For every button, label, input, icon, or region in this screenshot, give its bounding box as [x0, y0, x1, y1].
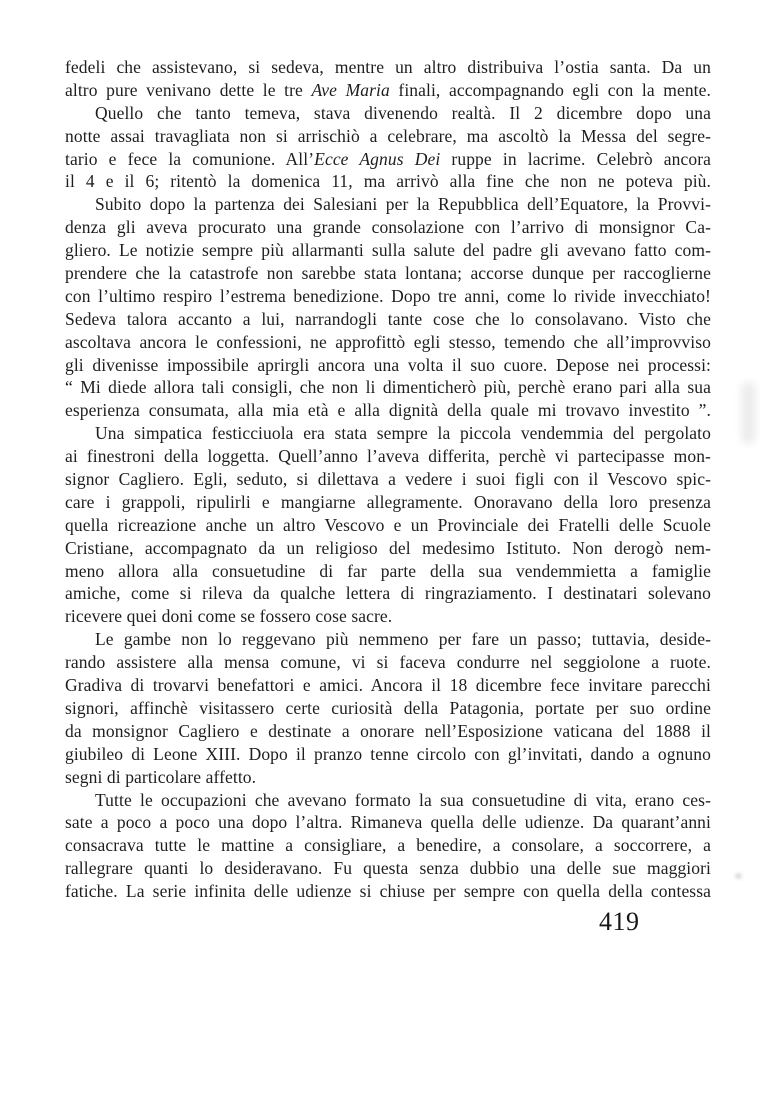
text-line: Cristiane, accompagnato da un religioso del medesimo Istituto. Non derogò nem- [65, 537, 711, 558]
text-line: sate a poco a poco una dopo l’altra. Rimaneva quella delle udienze. Da quarant’anni [65, 812, 711, 833]
text-line: esperienza consumata, alla mia età e alla dignità della quale mi trovavo investito ”. [65, 400, 711, 421]
paragraph [65, 628, 711, 788]
text-line: ai finestroni della loggetta. Quell’anno l’aveva differita, perchè vi partecipasse mon- [65, 446, 711, 467]
text-line: consacrava tutte le mattine a consigliare, a benedire, a consolare, a soccorrere, a [65, 835, 711, 856]
text-line: signori, affinchè visitassero certe curiosità della Patagonia, portate per suo ordine [65, 697, 711, 718]
text-line: rando assistere alla mensa comune, vi si faceva condurre nel seggiolone a ruote. [65, 652, 711, 673]
text-line: gli divenisse impossibile aprirgli ancora una volta il suo cuore. Depose nei processi: [65, 354, 711, 375]
text-line: “ Mi diede allora tali consigli, che non li dimenticherò più, perchè erano pari alla sua [65, 377, 711, 398]
text-line: Tutte le occupazioni che avevano formato la sua consuetudine di vita, erano ces- [95, 789, 711, 810]
italic-text: Ave Maria [311, 79, 390, 100]
text-line: ricevere quei doni come se fossero cose sacre. [65, 606, 393, 627]
text-line: altro pure venivano dette le tre Ave Maria finali, accompagnando egli con la mente. [65, 79, 711, 100]
text-line: con l’ultimo respiro l’estrema benedizione. Dopo tre anni, come lo rivide invecchiato! [65, 285, 711, 306]
text-line: fedeli che assistevano, si sedeva, mentre un altro distribuiva l’ostia santa. Da un [65, 57, 711, 77]
text-line: Subito dopo la partenza dei Salesiani per la Repubblica dell’Equatore, la Provvi- [95, 194, 711, 215]
text-line: Le gambe non lo reggevano più nemmeno per fare un passo; tuttavia, deside- [95, 629, 711, 650]
paragraph [65, 193, 711, 422]
text-line: Sedeva talora accanto a lui, narrandogli tante cose che lo consolavano. Visto che [65, 308, 711, 329]
text-line: amiche, come si rileva da qualche lettera di ringraziamento. I destinatari solevano [65, 583, 711, 604]
text-line: meno allora alla consuetudine di far parte della sua vendemmietta a famiglie [65, 560, 711, 581]
text-line: Quello che tanto temeva, stava divenendo realtà. Il 2 dicembre dopo una [95, 102, 711, 123]
text-line: rallegrare quanti lo desideravano. Fu questa senza dubbio una delle sue maggiori [65, 858, 711, 879]
paragraph [65, 56, 711, 102]
text-line: da monsignor Cagliero e destinate a onorare nell’Esposizione vaticana del 1888 il [65, 720, 711, 741]
text-line: notte assai travagliata non si arrischiò a celebrare, ma ascoltò la Messa del segre- [65, 125, 711, 146]
page-number: 419 [599, 907, 640, 936]
text-line: Gradiva di trovarvi benefattori e amici. Ancora il 18 dicembre fece invitare parecchi [65, 675, 711, 696]
text-line: ascoltava ancora le confessioni, ne approfittò egli stesso, temendo che all’improvviso [65, 331, 711, 352]
text-line: tario e fece la comunione. All’Ecce Agnus Dei ruppe in lacrime. Celebrò ancora [65, 148, 712, 169]
text-line: prendere che la catastrofe non sarebbe stata lontana; accorse dunque per raccoglierne [65, 263, 711, 284]
text-line: il 4 e il 6; ritentò la domenica 11, ma arrivò alla fine che non ne poteva più. [65, 171, 711, 192]
text-line: denza gli aveva procurato una grande consolazione con l’arrivo di monsignor Ca- [65, 217, 711, 238]
text-line: segni di particolare affetto. [65, 766, 257, 787]
text-line: giubileo di Leone XIII. Dopo il pranzo tenne circolo con gl’invitati, dando a ognuno [65, 743, 711, 764]
text-line: Una simpatica festicciuola era stata sempre la piccola vendemmia del pergolato [95, 423, 711, 444]
italic-text: Ecce Agnus Dei [314, 148, 441, 169]
text-line: gliero. Le notizie sempre più allarmanti sulla salute del padre gli avevano fatto com- [65, 240, 711, 261]
text-line: fatiche. La serie infinita delle udienze si chiuse per sempre con quella della contessa [65, 881, 711, 902]
scan-smudge [741, 382, 756, 444]
text-line: care i grappoli, ripulirli e mangiarne allegramente. Onoravano della loro presenza [65, 491, 711, 512]
paragraph [65, 789, 711, 903]
paragraph [65, 422, 711, 628]
text-line: quella ricreazione anche un altro Vescovo e un Provinciale dei Fratelli delle Scuole [65, 514, 711, 535]
paragraph [65, 102, 711, 194]
text-line: signor Cagliero. Egli, seduto, si dilettava a vedere i suoi figli con il Vescovo spic- [65, 469, 711, 490]
scan-spot [735, 873, 742, 879]
text-block [65, 56, 711, 903]
